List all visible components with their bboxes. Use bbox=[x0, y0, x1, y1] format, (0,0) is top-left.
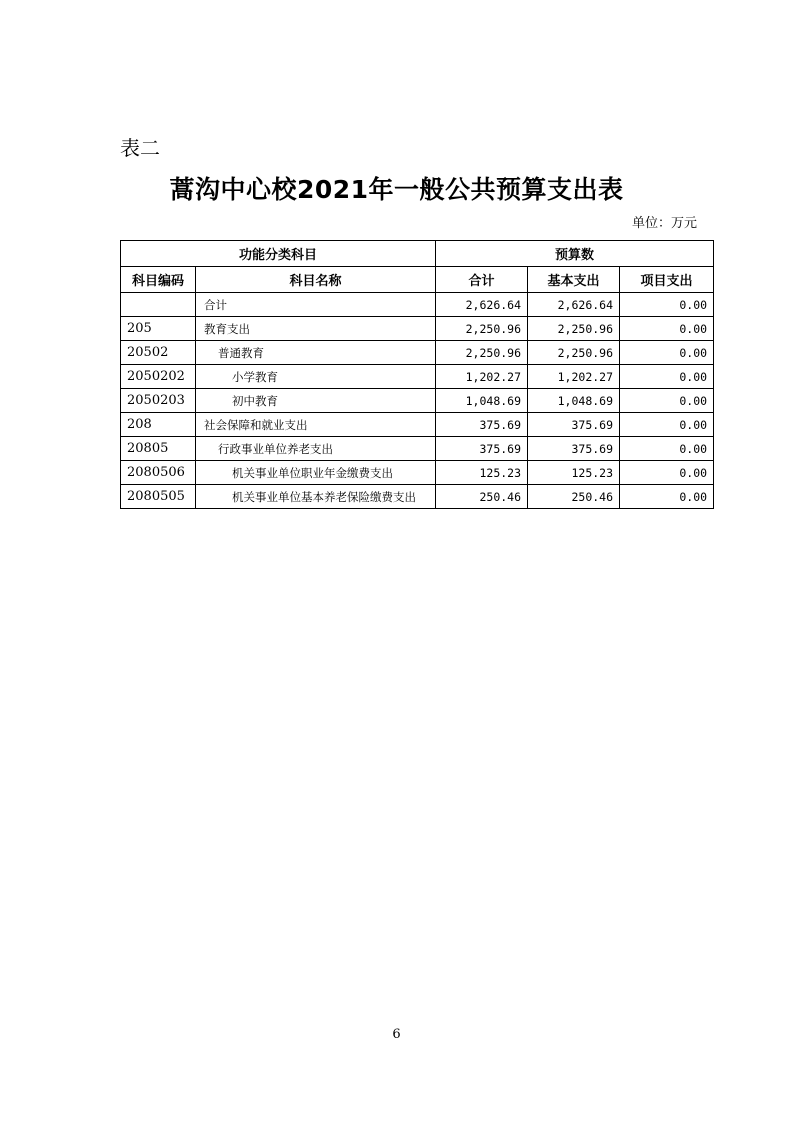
column-header-project: 项目支出 bbox=[620, 267, 714, 293]
total-amount-cell: 2,250.96 bbox=[436, 341, 528, 365]
budget-amount-header: 预算数 bbox=[436, 241, 714, 267]
total-amount-cell: 2,250.96 bbox=[436, 317, 528, 341]
basic-expenditure-cell: 125.23 bbox=[528, 461, 620, 485]
table-label: 表二 bbox=[120, 136, 160, 160]
basic-expenditure-cell: 375.69 bbox=[528, 413, 620, 437]
unit-note: 单位：万元 bbox=[631, 216, 697, 231]
project-expenditure-cell: 0.00 bbox=[620, 437, 714, 461]
subject-code-cell: 2050202 bbox=[121, 365, 196, 389]
budget-table bbox=[120, 240, 714, 509]
table-row bbox=[121, 365, 714, 389]
subject-name-cell: 教育支出 bbox=[196, 317, 436, 341]
total-amount-cell: 1,048.69 bbox=[436, 389, 528, 413]
total-amount-cell: 375.69 bbox=[436, 437, 528, 461]
basic-expenditure-cell: 1,202.27 bbox=[528, 365, 620, 389]
subject-code-cell: 2050203 bbox=[121, 389, 196, 413]
total-amount-cell: 375.69 bbox=[436, 413, 528, 437]
subject-name-cell: 行政事业单位养老支出 bbox=[196, 437, 436, 461]
basic-expenditure-cell: 2,250.96 bbox=[528, 317, 620, 341]
project-expenditure-cell: 0.00 bbox=[620, 365, 714, 389]
table-row bbox=[121, 437, 714, 461]
project-expenditure-cell: 0.00 bbox=[620, 413, 714, 437]
table-row bbox=[121, 341, 714, 365]
total-amount-cell: 125.23 bbox=[436, 461, 528, 485]
subject-name-cell: 机关事业单位职业年金缴费支出 bbox=[196, 461, 436, 485]
subject-name-cell: 小学教育 bbox=[196, 365, 436, 389]
subject-code-cell: 2080505 bbox=[121, 485, 196, 509]
basic-expenditure-cell: 250.46 bbox=[528, 485, 620, 509]
column-header-total: 合计 bbox=[436, 267, 528, 293]
project-expenditure-cell: 0.00 bbox=[620, 389, 714, 413]
subject-name-cell: 机关事业单位基本养老保险缴费支出 bbox=[196, 485, 436, 509]
total-amount-cell: 250.46 bbox=[436, 485, 528, 509]
subject-name-cell: 普通教育 bbox=[196, 341, 436, 365]
table-row bbox=[121, 461, 714, 485]
basic-expenditure-cell: 2,626.64 bbox=[528, 293, 620, 317]
table-row bbox=[121, 293, 714, 317]
project-expenditure-cell: 0.00 bbox=[620, 461, 714, 485]
subject-name-cell: 社会保障和就业支出 bbox=[196, 413, 436, 437]
subject-code-cell: 205 bbox=[121, 317, 196, 341]
subject-code-cell: 20805 bbox=[121, 437, 196, 461]
total-amount-cell: 1,202.27 bbox=[436, 365, 528, 389]
subject-code-cell: 2080506 bbox=[121, 461, 196, 485]
basic-expenditure-cell: 1,048.69 bbox=[528, 389, 620, 413]
project-expenditure-cell: 0.00 bbox=[620, 293, 714, 317]
column-header-basic: 基本支出 bbox=[528, 267, 620, 293]
subject-name-cell: 合计 bbox=[196, 293, 436, 317]
project-expenditure-cell: 0.00 bbox=[620, 317, 714, 341]
column-header-name: 科目名称 bbox=[196, 267, 436, 293]
table-row bbox=[121, 413, 714, 437]
basic-expenditure-cell: 375.69 bbox=[528, 437, 620, 461]
subject-code-cell: 20502 bbox=[121, 341, 196, 365]
table-row bbox=[121, 485, 714, 509]
project-expenditure-cell: 0.00 bbox=[620, 341, 714, 365]
subject-name-cell: 初中教育 bbox=[196, 389, 436, 413]
page-number: 6 bbox=[392, 1027, 401, 1042]
project-expenditure-cell: 0.00 bbox=[620, 485, 714, 509]
subject-code-cell: 208 bbox=[121, 413, 196, 437]
page-title: 蒿沟中心校2021年一般公共预算支出表 bbox=[169, 175, 624, 204]
functional-classification-header: 功能分类科目 bbox=[121, 241, 436, 267]
table-row bbox=[121, 389, 714, 413]
column-header-code: 科目编码 bbox=[121, 267, 196, 293]
basic-expenditure-cell: 2,250.96 bbox=[528, 341, 620, 365]
subject-code-cell bbox=[121, 293, 196, 317]
total-amount-cell: 2,626.64 bbox=[436, 293, 528, 317]
table-row bbox=[121, 317, 714, 341]
